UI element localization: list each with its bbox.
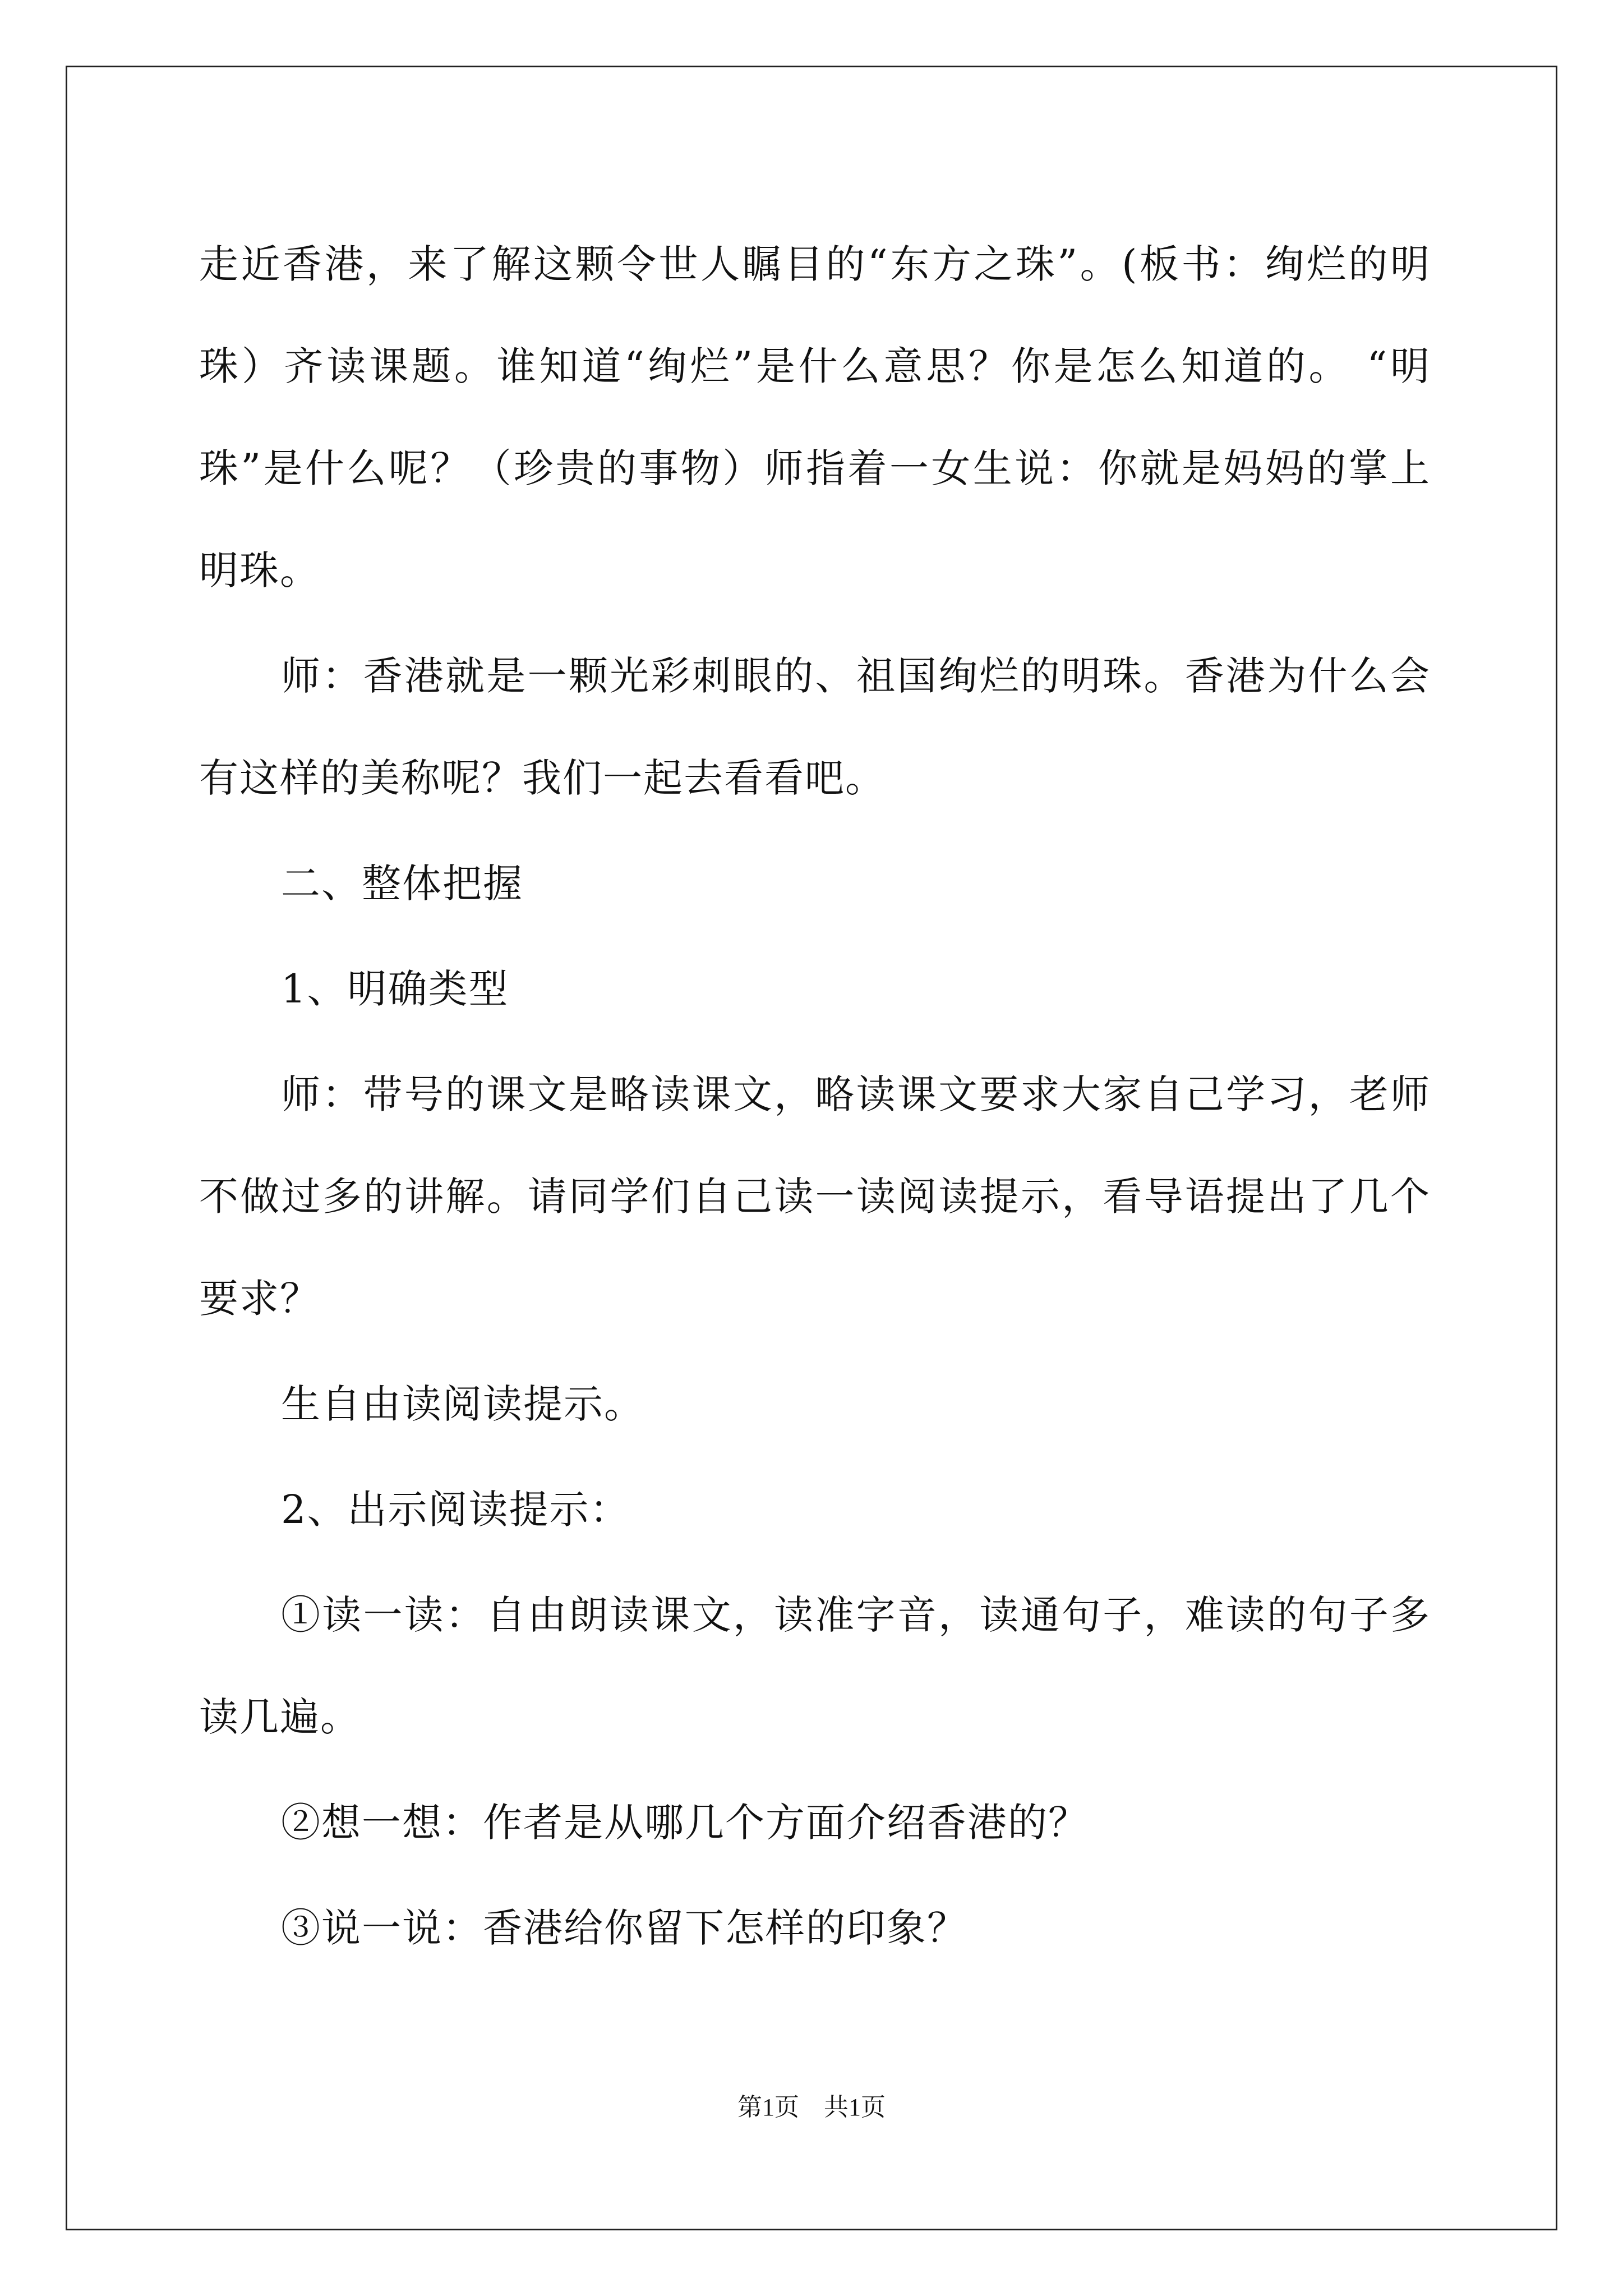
paragraph-teacher-instructions: 师：带号的课文是略读课文，略读课文要求大家自己学习，老师不做过多的讲解。请同学们自己读一读阅读提示，看导语提出了几个要求？: [199, 1071, 1431, 1322]
tip-read: ①读一读：自由朗读课文，读准字音，读通句子，难读的句子多读几遍。: [199, 1592, 1431, 1740]
paragraph-teacher-pearl: 师：香港就是一颗光彩刺眼的、祖国绚烂的明珠。香港为什么会有这样的美称呢？我们一起去看看吧。: [199, 653, 1431, 801]
document-body: [199, 213, 1431, 1982]
subheading-type: 1、明确类型: [281, 966, 509, 1012]
page-number-footer: 第1页 共1页: [737, 2093, 886, 2121]
paragraph-students-read: 生自由读阅读提示。: [281, 1381, 644, 1427]
tip-think: ②想一想：作者是从哪几个方面介绍香港的？: [281, 1800, 1089, 1846]
section-heading-overall: 二、整体把握: [281, 861, 523, 907]
tip-speak: ③说一说：香港给你留下怎样的印象？: [281, 1905, 967, 1951]
subheading-reading-tips: 2、出示阅读提示：: [281, 1487, 630, 1533]
paragraph-intro: 走近香港，来了解这颗令世人瞩目的“东方之珠”。(板书：绚烂的明珠）齐读课题。谁知道“绚烂”是什么意思？你是怎么知道的。 “明珠”是什么呢？（珍贵的事物）师指着一女生说：你就是妈妈的掌上明珠。: [199, 241, 1431, 593]
